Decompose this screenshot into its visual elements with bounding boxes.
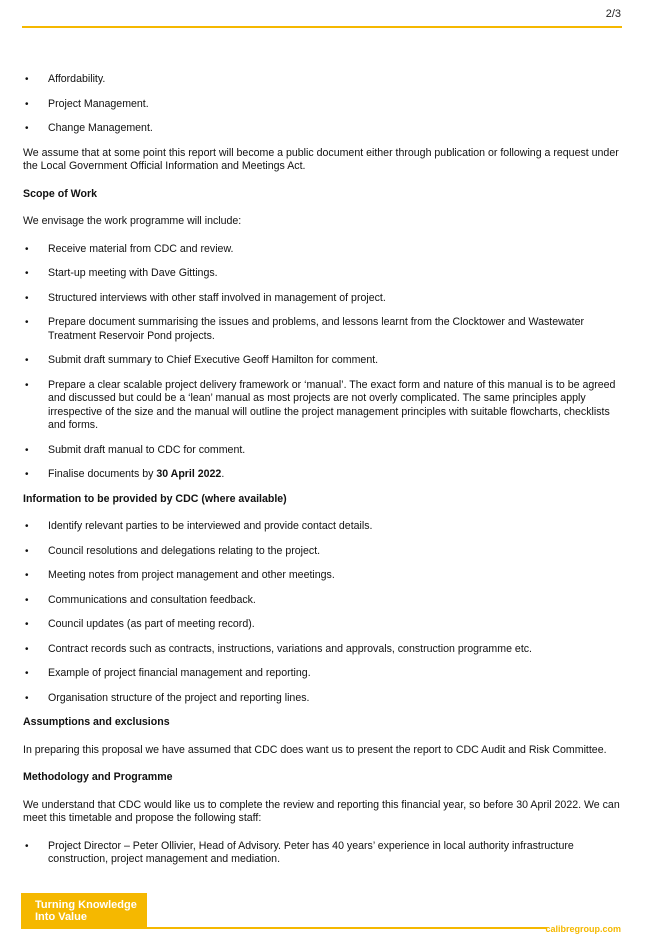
list-item: • Prepare a clear scalable project delivery framework or ‘manual’. The exact form and nature of this manual is to be agreed and discussed but could be a ‘lean’ manual as most projects are not overly complicated. The same principles apply irrespective of the size and the manual will outline the project management principles with suitable flowcharts, checklists and forms. xyxy=(25,378,616,431)
assumptions-heading: Assumptions and exclusions xyxy=(23,716,170,728)
list-item: • Identify relevant parties to be interviewed and provide contact details. xyxy=(25,520,373,532)
intro-bullet-list xyxy=(23,73,620,136)
methodology-heading: Methodology and Programme xyxy=(23,771,173,783)
list-item: • Start-up meeting with Dave Gittings. xyxy=(25,267,218,279)
bullet-icon: • xyxy=(25,243,29,255)
list-item: • Example of project financial management and reporting. xyxy=(25,667,311,679)
bullet-icon: • xyxy=(25,545,29,557)
document-body xyxy=(23,73,620,878)
list-item: • Finalise documents by 30 April 2022. xyxy=(25,468,225,480)
bullet-icon: • xyxy=(25,840,29,852)
list-item: • Affordability. xyxy=(25,73,106,85)
assumptions-text: In preparing this proposal we have assumed that CDC does want us to present the report to CDC Audit and Risk Committee. xyxy=(23,743,607,756)
list-item: • Communications and consultation feedback. xyxy=(25,593,256,606)
bullet-icon: • xyxy=(25,692,29,704)
methodology-text: We understand that CDC would like us to complete the review and reporting this financial year, so before 30 April 2022. We can meet this timetable and propose the following staff: xyxy=(23,798,620,824)
list-item: • Council resolutions and delegations relating to the project. xyxy=(25,544,321,557)
list-item: • Structured interviews with other staff involved in management of project. xyxy=(25,291,386,304)
bullet-icon: • xyxy=(25,444,29,456)
bullet-icon: • xyxy=(25,292,29,304)
bullet-icon: • xyxy=(25,668,29,679)
list-item: • Project Management. xyxy=(25,97,149,110)
list-item: • Submit draft summary to Chief Executive Geoff Hamilton for comment. xyxy=(25,354,379,366)
bullet-icon: • xyxy=(25,570,29,581)
bullet-icon: • xyxy=(25,619,29,630)
list-item: • Submit draft manual to CDC for comment. xyxy=(25,443,246,456)
list-item: • Prepare document summarising the issues and problems, and lessons learnt from the Clocktower and Wastewater Treatment Reservoir Pond projects. xyxy=(25,316,585,342)
bullet-icon: • xyxy=(25,74,29,85)
information-list xyxy=(23,520,620,705)
deadline-date: 30 April 2022 xyxy=(156,468,222,480)
bullet-icon: • xyxy=(25,123,29,134)
bullet-icon: • xyxy=(25,469,29,480)
bullet-icon: • xyxy=(25,521,29,532)
list-item: • Contract records such as contracts, instructions, variations and approvals, construction programme etc. xyxy=(25,642,532,655)
footer-tagline: Turning Knowledge Into Value xyxy=(21,893,147,929)
bullet-icon: • xyxy=(25,643,29,655)
page-number: 2/3 xyxy=(605,8,621,20)
header-rule xyxy=(22,26,622,28)
bullet-icon: • xyxy=(25,98,29,110)
list-item: • Council updates (as part of meeting record). xyxy=(25,618,255,630)
footer-website: calibregroup.com xyxy=(545,924,621,934)
bullet-icon: • xyxy=(25,379,29,391)
list-item: • Meeting notes from project management and other meetings. xyxy=(25,569,335,581)
list-item: • Organisation structure of the project and reporting lines. xyxy=(25,691,310,704)
list-item: • Change Management. xyxy=(25,122,153,134)
list-item: • Receive material from CDC and review. xyxy=(25,242,234,255)
scope-list xyxy=(23,243,620,482)
bullet-icon: • xyxy=(25,594,29,606)
footer-rule xyxy=(147,927,547,929)
bullet-icon: • xyxy=(25,268,29,279)
information-heading: Information to be provided by CDC (where available) xyxy=(23,492,287,505)
intro-paragraph: We assume that at some point this report will become a public document either through publication or following a request under the Local Government Official Information and Meetings Act. xyxy=(23,146,619,172)
list-item: • Project Director – Peter Ollivier, Head of Advisory. Peter has 40 years’ experience in local authority infrastructure construction, project management and mediation. xyxy=(25,839,574,865)
bullet-icon: • xyxy=(25,317,29,328)
scope-lead: We envisage the work programme will include: xyxy=(23,215,242,227)
scope-heading: Scope of Work xyxy=(23,187,97,200)
staff-list xyxy=(23,840,620,867)
bullet-icon: • xyxy=(25,355,29,366)
